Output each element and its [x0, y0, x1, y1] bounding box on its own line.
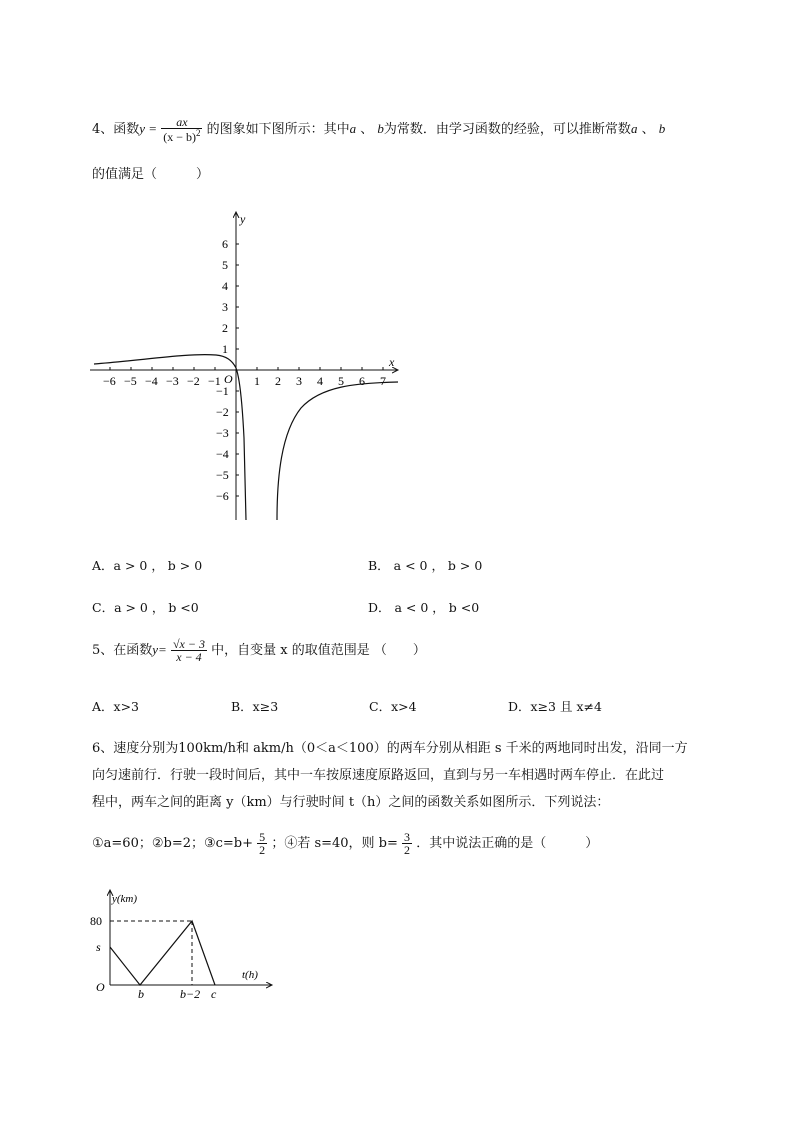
q4-text2: 为常数．由学习函数的经验，可以推断常数	[383, 122, 631, 137]
q6-line3: 程中，两车之间的距离 y（km）与行驶时间 t（h）之间的函数关系如图所示．下列说法：	[92, 795, 610, 810]
q4-x-tick-label: 3	[296, 374, 302, 388]
q6-frac1-num: 5	[259, 830, 266, 844]
q6-line4	[92, 831, 598, 856]
q4-origin-label: O	[224, 372, 233, 386]
q6-line4-b: ；④若 s=40，则 b=	[271, 836, 398, 851]
q4-y-tick-label: 1	[222, 342, 228, 356]
q4-x-tick-label: 6	[359, 374, 365, 388]
q4-y-tick-label: −4	[216, 447, 229, 461]
q5-option-d[interactable]: D．x≥3 且 x≠4	[508, 699, 602, 714]
q4-line1	[92, 116, 665, 143]
q4-y-tick-label: −2	[216, 405, 229, 419]
q4-x-tick-label: 4	[317, 374, 323, 388]
q6-frac1-den: 2	[259, 843, 266, 857]
q5-prefix: 5、在函数	[92, 643, 153, 658]
q6-origin-label: O	[96, 980, 105, 994]
q6-y-label: y(km)	[112, 893, 138, 905]
q4-formula-denominator: (x − b)	[163, 130, 196, 144]
q6-line1: 6、速度分别为100km/h和 akm/h（0＜a＜100）的两车分别从相距 s 千米的两地同时出发，沿同一方	[92, 741, 688, 756]
q4-var-b2: b	[658, 121, 666, 136]
q4-y-tick-label: −1	[216, 384, 229, 398]
q4-sep2: 、	[637, 122, 655, 137]
q4-y-axis-label: y	[240, 212, 246, 226]
q4-x-tick-label: 5	[338, 374, 344, 388]
q5-formula-fraction	[171, 638, 207, 663]
q4-var-a2: a	[630, 121, 638, 136]
q4-y-tick-label: 4	[222, 279, 228, 293]
q4-option-c[interactable]: C．a > 0 ， b <0	[92, 600, 199, 615]
q4-formula-exponent: 2	[195, 128, 201, 138]
q4-y-tick-label: 3	[222, 300, 228, 314]
q4-x-tick-label: −1	[208, 374, 221, 388]
q4-y-tick-label: −3	[216, 426, 229, 440]
q4-y-tick-label: 5	[222, 258, 228, 272]
q5-option-a[interactable]: A．x>3	[92, 699, 140, 714]
q5-formula-numerator: √x − 3	[172, 637, 205, 651]
q6-line4-c: ．其中说法正确的是（ ）	[416, 836, 599, 851]
q6-frac2-den: 2	[404, 843, 411, 857]
q4-y-tick-label: 6	[222, 237, 228, 251]
q4-x-tick-label: −4	[145, 374, 158, 388]
q6-line2: 向匀速前行．行驶一段时间后，其中一车按原速度原路返回，直到与另一车相遇时两车停止．在此过	[92, 768, 665, 783]
q4-function-graph	[86, 208, 416, 528]
q5-text: 中，自变量 x 的取值范围是 （ ）	[211, 643, 426, 658]
q4-var-b: b	[377, 121, 384, 136]
q4-x-tick-label: −5	[124, 374, 137, 388]
q6-t-label: t(h)	[242, 969, 258, 981]
q5-formula-denominator: x − 4	[176, 650, 202, 664]
q4-x-tick-label: 7	[380, 374, 386, 388]
q6-distance-line	[110, 921, 215, 985]
q4-formula-fraction	[161, 116, 202, 143]
q5-formula-lhs: y=	[152, 642, 167, 657]
q6-fraction-5-2	[257, 831, 267, 856]
q4-curve-right	[277, 382, 398, 520]
q6-frac2-num: 3	[404, 830, 411, 844]
q6-xb-label: b	[138, 987, 144, 1001]
q4-option-d[interactable]: D． a < 0 ， b <0	[368, 600, 480, 615]
q6-fraction-3-2	[402, 831, 412, 856]
q4-sep1: 、	[356, 122, 374, 137]
q4-option-b[interactable]: B． a < 0 ， b > 0	[368, 558, 483, 573]
q4-x-tick-label: 1	[254, 374, 260, 388]
q6-y80-label: 80	[90, 914, 102, 928]
q4-x-axis-label: x	[389, 355, 395, 369]
q5-option-c[interactable]: C．x>4	[369, 699, 417, 714]
q4-y-tick-label: −6	[216, 489, 229, 503]
q4-var-a: a	[349, 121, 357, 136]
q4-formula-lhs: y =	[139, 121, 158, 136]
q4-x-tick-label: −2	[187, 374, 200, 388]
q4-formula-numerator: ax	[161, 116, 202, 129]
q4-prefix: 4、函数	[92, 122, 140, 137]
q5-option-b[interactable]: B．x≥3	[231, 699, 279, 714]
q4-x-tick-label: −6	[103, 374, 116, 388]
q6-line4-a: ①a=60；②b=2；③c=b+	[92, 836, 254, 851]
q5-line	[92, 638, 426, 663]
q6-ys-label: s	[96, 940, 101, 954]
q4-x-tick-label: −3	[166, 374, 179, 388]
q6-xc-label: c	[211, 987, 217, 1001]
q4-option-a[interactable]: A．a > 0 ， b > 0	[92, 558, 203, 573]
q4-y-tick-label: −5	[216, 468, 229, 482]
q4-line2: 的值满足（ ）	[92, 167, 210, 182]
q4-text1: 的图象如下图所示：其中	[206, 122, 350, 137]
q6-xb2-label: b−2	[180, 987, 201, 1001]
q4-x-tick-label: 2	[275, 374, 281, 388]
q4-y-tick-label: 2	[222, 321, 228, 335]
q6-distance-time-graph	[90, 885, 280, 1005]
